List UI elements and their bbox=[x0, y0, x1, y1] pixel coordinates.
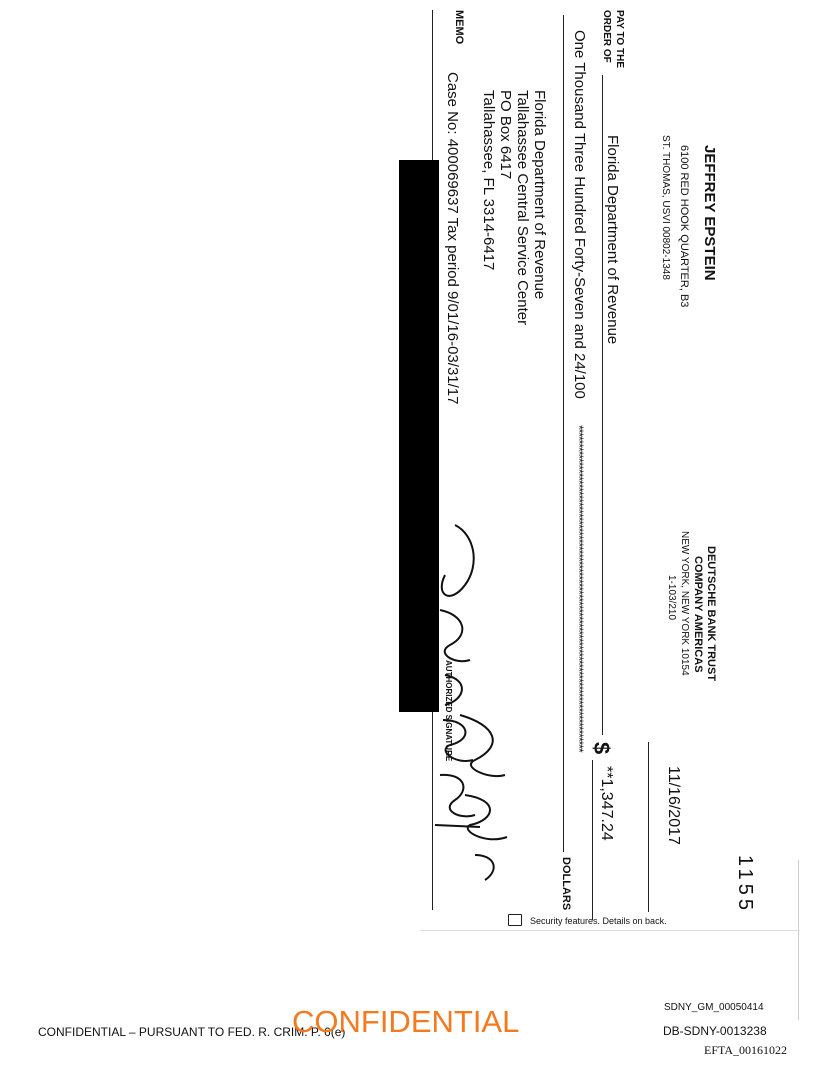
address-line-1: Florida Department of Revenue bbox=[531, 90, 548, 300]
bank-line-3: NEW YORK, NEW YORK 10154 bbox=[679, 531, 690, 676]
check-date: 11/16/2017 bbox=[665, 766, 682, 845]
payee-line bbox=[602, 75, 603, 735]
payee: Florida Department of Revenue bbox=[604, 135, 621, 345]
bank-line-1: DEUTSCHE BANK TRUST bbox=[705, 546, 717, 682]
memo-label: MEMO bbox=[453, 10, 465, 45]
pay-to-label-2: ORDER OF bbox=[601, 10, 612, 63]
bank-line-2: COMPANY AMERICAS bbox=[692, 556, 704, 673]
bates-number-1: SDNY_GM_00050414 bbox=[664, 1002, 764, 1013]
check-bottom-edge bbox=[420, 930, 800, 931]
pay-to-label-1: PAY TO THE bbox=[614, 10, 625, 68]
check-edge bbox=[798, 860, 799, 1020]
bates-number-3: EFTA_00161022 bbox=[704, 1043, 788, 1057]
address-line-3: PO Box 6417 bbox=[497, 90, 514, 180]
dollars-label: DOLLARS bbox=[560, 857, 572, 911]
address-line-4: Tallahassee, FL 3314-6417 bbox=[480, 90, 497, 271]
date-line bbox=[648, 742, 649, 912]
padlock-icon bbox=[508, 914, 522, 926]
confidential-stamp: CONFIDENTIAL bbox=[292, 1004, 520, 1039]
dollar-sign: $ bbox=[589, 742, 614, 755]
address-line-2: Tallahassee Central Service Center bbox=[514, 90, 531, 326]
bates-number-2: DB-SDNY-0013238 bbox=[663, 1024, 767, 1038]
amount-numeric: **1,347.24 bbox=[598, 766, 615, 841]
amount-asterisk-fill: ***************************************************************************************** bbox=[572, 425, 586, 752]
confidential-notice: CONFIDENTIAL – PURSUANT TO FED. R. CRIM. P. 6(e) bbox=[38, 1025, 346, 1039]
amount-box-line bbox=[592, 760, 593, 920]
memo-text: Case No: 400069637 Tax period 9/01/16-03/31/17 bbox=[444, 72, 461, 405]
bank-routing: 1-103/210 bbox=[666, 575, 677, 621]
signature-label: AUTHORIZED SIGNATURE bbox=[444, 660, 453, 762]
drawer-address-line-2: ST. THOMAS, USVI 00802-1348 bbox=[660, 135, 671, 280]
signature-flourish bbox=[455, 705, 515, 885]
drawer-name: JEFFREY EPSTEIN bbox=[701, 145, 718, 281]
drawer-address-line-1: 6100 RED HOOK QUARTER, B3 bbox=[678, 145, 690, 308]
security-note: Security features. Details on back. bbox=[530, 916, 667, 926]
amount-words: One Thousand Three Hundred Forty-Seven and 24/100 bbox=[571, 30, 588, 399]
check-number: 1155 bbox=[734, 855, 756, 915]
amount-words-line bbox=[563, 15, 564, 852]
